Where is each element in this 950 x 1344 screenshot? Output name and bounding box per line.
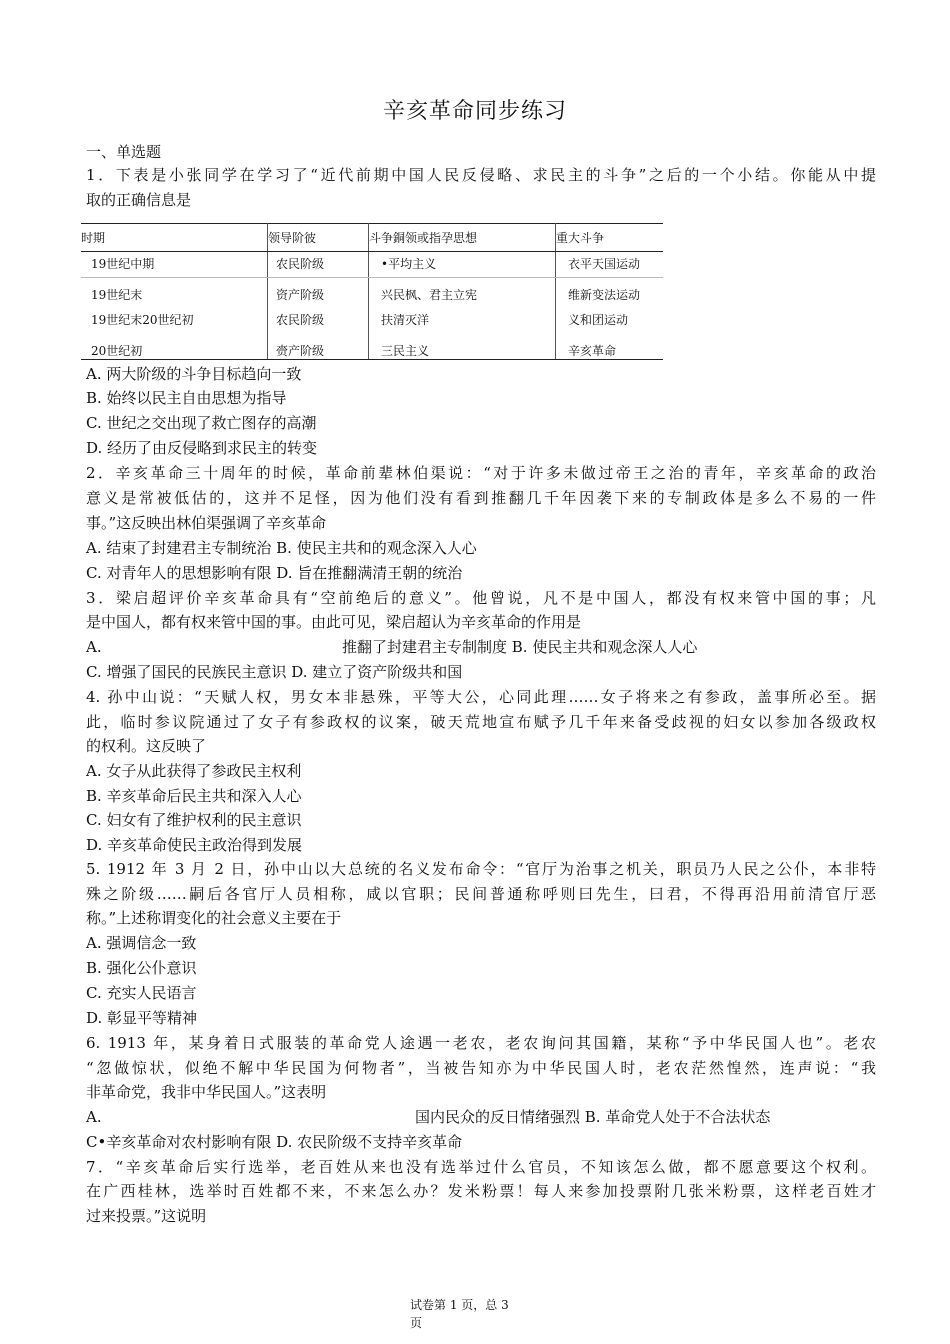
q1-table-header-row (81, 224, 663, 252)
q3-stem-line-1: 3．梁启超评价辛亥革命具有“空前绝后的意义”。他曾说，凡不是中国人，都没有权来管中国的事；凡 (86, 589, 876, 607)
q3-options-ab: 推翻了封建君主专制制度 B. 使民主共和观念深人人心 (342, 638, 698, 656)
q3-stem-line-2: 是中国人，都有权来管中国的事。由此可见，梁启超认为辛亥革命的作用是 (86, 613, 582, 631)
table-cell: 义和团运动 (568, 313, 629, 327)
q1-table-header: 重大斗争 (556, 224, 664, 252)
table-cell: 三民主义 (369, 333, 556, 360)
q5-stem-line-1: 5. 1912 年 3 月 2 日，孙中山以大总统的名义发布命令：“官厅为治事之机关，职员乃人民之公仆，本非特 (86, 860, 876, 878)
document-title: 辛亥革命同步练习 (382, 99, 567, 124)
q7-stem-line-1: 7．“辛亥革命后实行选举，老百姓从来也没有选举过什么官员，不知该怎么做，都不愿意要这个权利。 (86, 1158, 876, 1176)
table-row (81, 278, 663, 309)
q6-stem-line-1: 6. 1913 年，某身着日式服装的革命党人途遇一老农，老农询问其国籍，某称“予中华民国人也”。老农 (86, 1034, 876, 1052)
q4-stem-line-2: 此，临时参议院通过了女子有参政权的议案，破天荒地宣布赋予几千年来备受歧视的妇女以参加各级政权 (86, 713, 876, 731)
q1-stem-line-2: 取的正确信息是 (86, 191, 192, 209)
q1-table (81, 223, 663, 360)
q7-stem-line-3: 过来投票。”这说明 (86, 1207, 207, 1225)
q6-options-ab: 国内民众的反日情绪强烈 B. 革命党人处于不合法状态 (415, 1108, 771, 1126)
q6-stem-line-3: 非革命党，我非中华民国人。”这表明 (86, 1083, 327, 1101)
table-cell: 兴民枫、君主立宪 (369, 278, 556, 309)
q5-option-d: D. 彰显平等精神 (86, 1009, 198, 1027)
table-row (81, 333, 663, 360)
table-cell: 19世纪末 (81, 278, 268, 309)
q1-table-header: 时期 (81, 224, 268, 252)
q5-option-b: B. 强化公仆意识 (86, 959, 197, 977)
q3-options-cd: C. 增强了国民的民族民主意识 D. 建立了资产阶级共和国 (86, 663, 463, 681)
q4-option-b: B. 辛亥革命后民主共和深入人心 (86, 787, 302, 805)
q6-stem-line-2: “忽做惊状，似绝不解中华民国为何物者”，当被告知亦为中华民国人时，老农茫然惶然，连声说：“我 (86, 1059, 876, 1077)
section-heading: 一、单选题 (86, 143, 162, 161)
q5-stem-line-2: 殊之阶级……嗣后各官厅人员相称，咸以官职；民间普通称呼则曰先生，曰君，不得再沿用前清官厅恶 (86, 885, 876, 903)
q1-table-header: 斗争銅领或指孕思想 (369, 224, 556, 252)
q1-option-a: A. 两大阶级的斗争目标趋向一致 (86, 365, 302, 383)
q6-options-cd: C•辛亥革命对农村影响有限 D. 农民阶级不支持辛亥革命 (86, 1133, 463, 1151)
table-cell: 20世纪初 (81, 333, 268, 360)
q1-stem-line-1: 1．下表是小张同学在学习了“近代前期中国人民反侵略、求民主的斗争”之后的一个小结。你能从中提 (86, 166, 876, 184)
table-cell: •平均主义 (369, 252, 556, 278)
q3-option-a-label: A. (86, 638, 102, 656)
q4-option-d: D. 辛亥革命使民主政治得到发展 (86, 836, 303, 854)
q1-table-header: 领导阶彼 (268, 224, 369, 252)
table-cell: 农民阶级 (268, 308, 369, 333)
table-cell: 扶清灭洋 (369, 308, 556, 333)
q4-stem-line-3: 的权利。这反映了 (86, 737, 207, 755)
table-cell: 资产阶级 (268, 278, 369, 309)
table-cell: 维新变法运动 (568, 288, 641, 302)
table-cell: 农民阶级 (268, 252, 369, 278)
q4-stem-line-1: 4. 孙中山说：“天赋人权，男女本非悬殊，平等大公，心同此理……女子将来之有参政，盖事所必至。据 (86, 688, 876, 706)
table-row (81, 252, 663, 278)
table-cell: 19世纪中期 (81, 252, 268, 278)
q2-stem-line-2: 意义是常被低估的，这并不足怪，因为他们没有看到推翻几千年因袭下来的专制政体是多么不易的一件 (86, 489, 876, 507)
table-cell: 19世纪末20世纪初 (81, 308, 268, 333)
q5-stem-line-3: 称。”上述称谓变化的社会意义主要在于 (86, 909, 342, 927)
q7-stem-line-2: 在广西桂林，选举时百姓都不来，不来怎么办？发米粉票！每人来参加投票附几张米粉票，这样老百姓才 (86, 1182, 876, 1200)
page-footer (410, 1296, 509, 1332)
q2-options-ab: A. 结束了封建君主专制统治 B. 使民主共和的观念深入人心 (86, 539, 477, 557)
q4-option-c: C. 妇女有了维护权利的民主意识 (86, 811, 302, 829)
q1-option-d: D. 经历了由反侵略到求民主的转变 (86, 439, 318, 457)
q4-option-a: A. 女子从此获得了参政民主权利 (86, 762, 302, 780)
table-cell: 赍产阶级 (268, 333, 369, 360)
q5-option-a: A. 强调信念一致 (86, 934, 197, 952)
table-row (81, 308, 663, 333)
q5-option-c: C. 充实人民语言 (86, 984, 197, 1002)
table-cell: 辛亥革命 (556, 333, 664, 360)
q1-option-b: B. 始终以民主自由思想为指导 (86, 389, 287, 407)
q2-stem-line-3: 事。”这反映出林伯渠强调了辛亥革命 (86, 514, 327, 532)
page-number-line-2: 页 (410, 1316, 423, 1330)
page-number-line-1: 试卷第 1 页，总 3 (410, 1298, 509, 1312)
q1-option-c: C. 世纪之交出现了救亡图存的高潮 (86, 414, 317, 432)
table-cell: 衣平天国运动 (556, 252, 664, 278)
q6-option-a-label: A. (86, 1108, 102, 1126)
q2-stem-line-1: 2．辛亥革命三十周年的时候，革命前辈林伯渠说：“对于许多未做过帝王之治的青年，辛亥革命的政治 (86, 464, 876, 482)
q2-options-cd: C. 对青年人的思想影响有限 D. 旨在推翻满清王朝的统治 (86, 564, 463, 582)
